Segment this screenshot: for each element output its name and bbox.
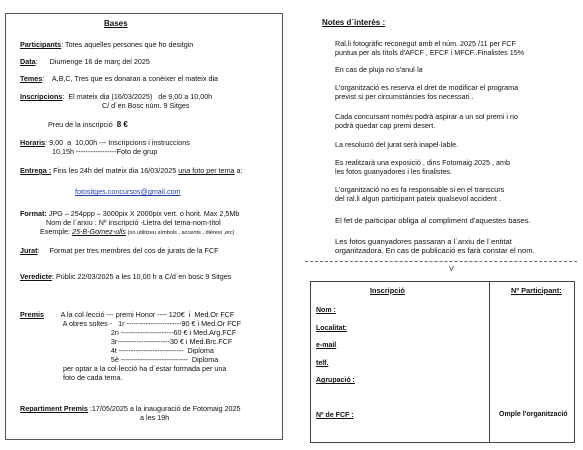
note-item: L'organització es reserva el dret de modificar el programa previst si per circumstàncies fos necessari . [335,83,519,101]
format-example-label: Exemple: [40,227,72,236]
horaris-line2: 10,15h -----------------Foto de grup [52,147,158,156]
cut-line [305,261,577,262]
preu-value: 8 € [116,120,128,129]
preu-text: Preu de la inscripció [48,120,113,129]
bases-title: Bases [104,19,128,28]
participants-text: : Totes aquelles persones que ho desitgin [61,40,194,49]
format-line2: Nom de l´arxiu : Nº inscripció -Lletra del tema-nom-títol [46,218,221,227]
repartiment-time: a les 19h [140,413,170,422]
form-participant-number: Nº Participant: [511,286,562,295]
premis-line: A obres soltes - 1r -----------------------90 € i Med.Or FCF [41,319,242,328]
cut-mark: V [449,266,454,273]
premis-line: 5è ---------------------------- Diploma [41,355,219,364]
note-item: En cas de pluja no s'anul·la [335,65,423,74]
premis-line: per optar a la col·lecció ha d´estar formada per una [41,364,227,373]
repartiment-label: Repartiment Premis [20,404,88,413]
form-field-localitat[interactable]: Localitat: [316,325,348,332]
inscripcions-label: Inscripcions [20,92,63,101]
participants-label: Participants [20,40,62,49]
veredicte-row [20,273,231,282]
premis-line: foto de cada tema. [41,373,123,382]
veredicte-label: Veredicte [20,272,52,281]
temes-label: Temes [20,74,43,83]
note-item: Es realitzarà una exposició , dins Fotomaig 2025 , amb les fotos guanyadores i les finalistes. [335,158,510,176]
temes-row [20,75,218,84]
entrega-label: Entrega : [20,166,52,175]
inscripcions-text: : El mateix dia (16/03/2025) de 9,00 a 10,00h [62,92,213,101]
note-publication: Les fotos guanyadores passaran a l´arxiu de l´entitat organitzadora. En cas de publicació es farà constar el nom. [335,237,535,256]
jurat-label: Jurat [20,246,38,255]
format-note: (no utilitzeu símbols , accents , diéresi ,etc) [125,230,235,236]
premis-line: 3r----------------------30 € i Med.Brc.FCF [41,337,233,346]
email-link[interactable]: fotositges.concursos@gmail.com [75,187,181,196]
entrega-row [20,167,243,176]
form-omple-organitzacio: Omple l'organització [499,411,568,418]
format-example: 25-B-Gomez-ulls [71,227,126,236]
form-field-agrupacio[interactable]: Agrupació : [316,377,355,384]
format-text: JPG – 254ppp – 3000pix X 2000pix vert. o horit. Max 2,5Mb [46,209,240,218]
format-line3 [40,228,234,237]
veredicte-text: : Públic 22/03/2025 a les 10,00 h a C/d´en bosc 9 Sitges [51,272,232,281]
note-item: La resolució del jurat serà inapel·lable. [335,140,459,149]
form-inscripcio-title: Inscripció [370,286,405,295]
data-label: Data [20,57,36,66]
note-item: Cada concursant només podrà aspirar a un sol premi i no podrà quedar cap premi desert. [335,112,518,130]
data-row [20,58,150,67]
data-text: : Diumenge 16 de març del 2025 [35,57,150,66]
format-label: Format: [20,209,47,218]
premis-line: 2n ----------------------60 € i Med.Arg.FCF [41,328,237,337]
premis-label: Premis [20,310,44,319]
note-item: Ral.li fotogràfic reconegut amb el núm. 2025 /11 per FCF puntua per als títols d'AFCF , EFCF i MFCF..Finalistes 15% [335,39,525,57]
horaris-text: : 9,00 a 10,00h --- Inscripcions i instruccions [45,138,190,147]
inscripcions-address: C/ d´en Bosc núm. 9 Sitges [102,101,190,110]
temes-text: : A,B,C, Tres que es donaran a conèixer el mateix dia [42,74,219,83]
repartiment-row [20,405,241,414]
form-divider [489,281,490,443]
note-item: L'organització no es fa responsable si en el transcurs del ral.li algun participant pateix qualsevol accident . [335,185,505,203]
note-obligation: El fet de participar obliga al compliment d'aquestes bases. [335,216,531,225]
jurat-row [20,247,219,256]
premis-line: 4t --------------------------- Diploma [41,346,214,355]
form-field-nom[interactable]: Nom : [316,307,336,314]
preu-row [48,120,128,130]
repartiment-text: :17/05/2025 a la inauguració de Fotomaig 2025 [87,404,241,413]
form-field-telf[interactable]: telf. [316,360,329,367]
jurat-text: : Format per tres membres del cos de jurats de la FCF [37,246,219,255]
participants-row [20,41,193,50]
form-field-email[interactable]: e-mail [316,342,337,349]
entrega-end: a: [234,166,243,175]
form-field-fcf[interactable]: Nº de FCF : [316,412,354,419]
notes-title: Notes d´interès : [322,18,386,27]
premis-line: : A la col·lecció --- premi Honor ---- 120€ i Med.Or FCF [41,310,235,319]
horaris-label: Horaris [20,138,46,147]
entrega-text: Fins les 24h del mateix dia 16/03/2025 [51,166,179,175]
entrega-link: una foto per tema [178,166,235,175]
